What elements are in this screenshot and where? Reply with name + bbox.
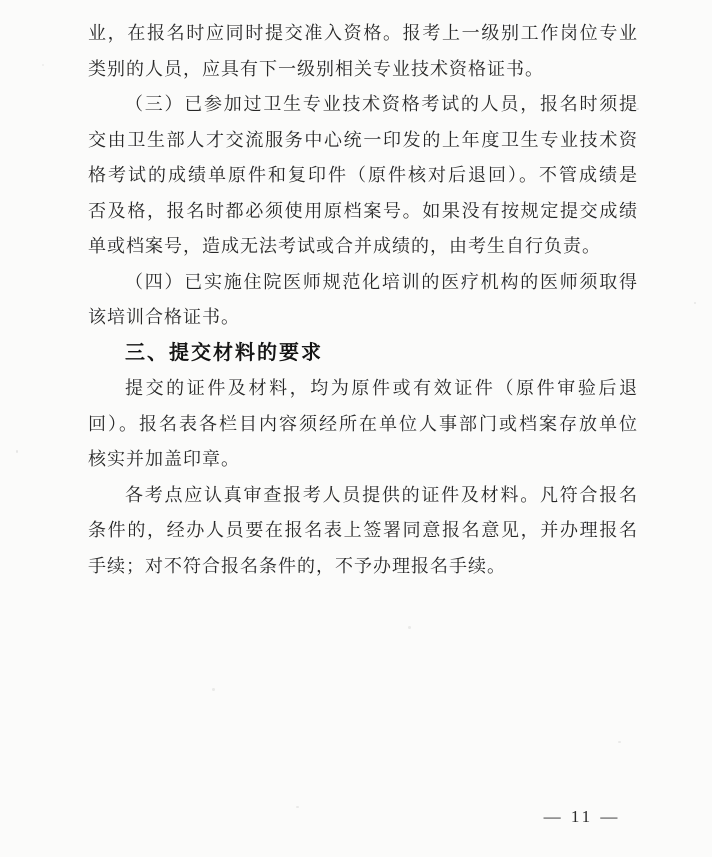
text-line: （三）已参加过卫生专业技术资格考试的人员，报名时须提 (125, 94, 638, 114)
text-line: 回）。报名表各栏目内容须经所在单位人事部门或档案存放单位 (88, 413, 638, 434)
text-line: 否及格，报名时都必须使用原档案号。如果没有按规定提交成绩 (88, 200, 638, 221)
text-line: 条件的，经办人员要在报名表上签署同意报名意见，并办理报名 (88, 520, 638, 540)
text-line: 该培训合格证书。 (88, 307, 240, 327)
page-number: — 11 — (543, 807, 621, 826)
text-line: 提交的证件及材料，均为原件或有效证件（原件审验后退 (125, 378, 638, 398)
text-line: 业，在报名时应同时提交准入资格。报考上一级别工作岗位专业 (88, 23, 638, 43)
text-line: 单或档案号，造成无法考试或合并成绩的，由考生自行负责。 (88, 236, 601, 256)
scan-speck (212, 688, 215, 691)
text-line: 交由卫生部人才交流服务中心统一印发的上年度卫生专业技术资 (88, 129, 638, 150)
scan-speck (16, 450, 18, 453)
text-line: 核实并加盖印章。 (88, 449, 240, 469)
scan-speck (694, 302, 696, 304)
scan-speck (296, 806, 299, 808)
text-line: 各考点应认真审查报考人员提供的证件及材料。凡符合报名 (125, 484, 638, 505)
text-line: 类别的人员，应具有下一级别相关专业技术资格证书。 (88, 58, 544, 79)
text-line: 手续；对不符合报名条件的，不予办理报名手续。 (88, 555, 506, 576)
scan-speck (636, 108, 639, 110)
document-text-block (88, 16, 638, 584)
text-line: （四）已实施住院医师规范化培训的医疗机构的医师须取得 (125, 271, 638, 292)
text-line: 格考试的成绩单原件和复印件（原件核对后退回）。不管成绩是 (88, 165, 638, 185)
section-heading: 三、提交材料的要求 (125, 341, 323, 364)
scan-speck (618, 741, 621, 743)
scan-speck (408, 626, 411, 629)
scan-speck (42, 64, 44, 66)
